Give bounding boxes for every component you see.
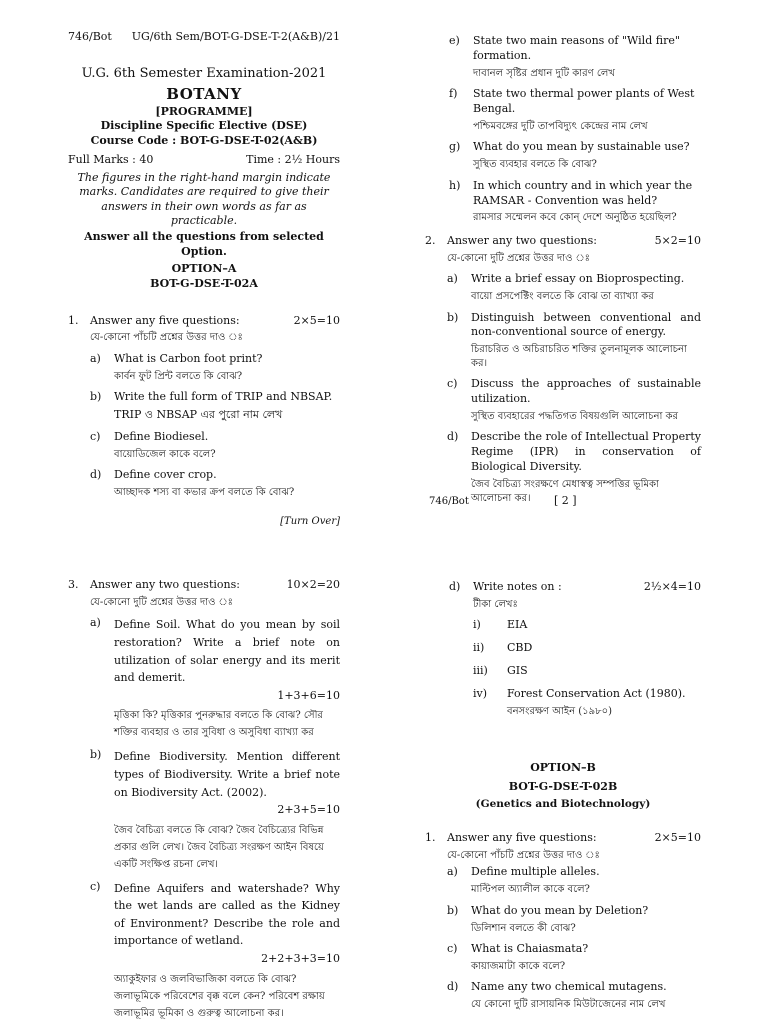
question-marks: 5×2=10 <box>654 233 701 247</box>
sub-question: d) Define cover crop. আচ্ছাদক শস্য বা কভার ক্রপ বলতে কি বোঝ? <box>90 468 295 499</box>
time-allowed: Time : 2½ Hours <box>246 153 340 167</box>
sub-question: h) In which country and in which year the RAMSAR - Convention was held? রামসার সম্মেলন কবে কোন্ দেশে অনুষ্ঠিত হয়েছিল? <box>449 178 693 224</box>
answer-all-note: Answer all the questions from selected Option. <box>84 230 324 259</box>
page1 <box>68 30 340 528</box>
sub-question: f) State two thermal power plants of West Bengal. পশ্চিমবঙ্গের দুটি তাপবিদ্যুৎ কেন্দ্রের নাম লেখ <box>449 87 695 132</box>
sub-question: g) What do you mean by sustainable use? সুস্থিত ব্যবহার বলতে কি বোঝ? <box>449 140 690 171</box>
question-marks: 10×2=20 <box>286 578 340 591</box>
note-item: i) EIA <box>473 618 528 632</box>
sub-question: d) Name any two chemical mutagens. যে কোনো দুটি রাসায়নিক মিউটাজেনের নাম লেখ <box>447 980 667 1011</box>
sub-question: c) What is Chaiasmata? কায়াজমাটা কাকে বলে? <box>447 942 589 972</box>
question-number: 2. <box>425 233 436 247</box>
option-b-heading: OPTION–B <box>530 761 596 775</box>
page4 <box>425 580 701 1019</box>
sub-question: c) Define Biodiesel. বায়োডিজেল কাকে বলে? <box>90 429 216 460</box>
question-text: Answer any two questions: <box>90 578 240 591</box>
option-a-code: BOT-G-DSE-T-02A <box>150 276 258 290</box>
question-marks: 2×5=10 <box>654 831 701 845</box>
paper-code: 746/Bot <box>68 30 112 43</box>
sub-question: a) Write a brief essay on Bioprospecting. বায়ো প্রসপেক্টিং বলতে কি বোঝ তা ব্যাখ্যা কর <box>447 272 685 303</box>
page3 <box>68 578 340 1029</box>
option-a-heading: OPTION–A <box>171 261 237 275</box>
question-2 <box>425 234 701 512</box>
exam-title: U.G. 6th Semester Examination-2021 <box>81 65 327 81</box>
sub-question: e) State two main reasons of "Wild fire" formation. দাবানল সৃষ্টির প্রধান দুটি কারণ লেখ <box>449 34 680 79</box>
instructions: The figures in the right-hand margin indicate marks. Candidates are required to give their answers in their own words as far as practicable. <box>77 171 331 227</box>
question-number: 3. <box>68 578 79 591</box>
sub-question: a) What is Carbon foot print? কার্বন ফুট প্রিন্ট বলতে কি বোঝ? <box>90 351 263 382</box>
page2-footer <box>429 494 701 509</box>
sub-question: b) Distinguish between conventional and non-conventional source of energy. চিরাচরিত ও অচিরাচরিত শক্তির তুলনামূলক আলোচনা কর। <box>447 310 701 369</box>
page-number: [ 2 ] <box>554 494 577 507</box>
question-bengali: যে-কোনো পাঁচটি প্রশ্নের উত্তর দাও ঃ <box>90 332 243 344</box>
option-b-code: BOT-G-DSE-T-02B <box>508 780 618 794</box>
sub-question: b) Define Biodiversity. Mention different types of Biodiversity. Write a brief note on Biodiversity Act. (2002). 2+3+5=10 জৈব বৈচিত্র্য বলতে কি বোঝ? জৈব বৈচিত্র্যের বিভিন্ন প্রকার গুলি লেখ। জৈব বৈচিত্র্য সংরক্ষণ আইন বিষয়ে একটি সংক্ষিপ্ত রচনা লেখ। <box>90 748 340 870</box>
sub-question: c) Discuss the approaches of sustainable utilization. সুস্থিত ব্যবহারের পদ্ধতিগত বিষয়গুলি আলোচনা কর <box>447 377 701 422</box>
sub-question: b) What do you mean by Deletion? ডিলিশান বলতে কী বোঝ? <box>447 903 649 934</box>
sub-question: a) Define multiple alleles. মাল্টিপল অ্যালীল কাকে বলে? <box>447 865 600 896</box>
question-bengali: যে-কোনো দুটি প্রশ্নের উত্তর দাও ঃ <box>90 596 234 608</box>
turn-over: [Turn Over] <box>280 515 340 527</box>
paper-code: 746/Bot <box>429 496 469 507</box>
full-marks: Full Marks : 40 <box>68 153 154 167</box>
note-item: iii) GIS <box>473 664 528 678</box>
elective-label: Discipline Specific Elective (DSE) <box>100 119 308 133</box>
page1-header <box>68 30 340 45</box>
programme-label: [PROGRAMME] <box>155 104 253 118</box>
sub-question: b) Write the full form of TRIP and NBSAP. TRIP ও NBSAP এর পুরো নাম লেখ <box>90 390 333 422</box>
sub-question: c) Define Aquifers and watershade? Why the wet lands are called as the Kidney of Environment? Describe the role and importance of wetland. 2+2+3+3=10 অ্যাকুইফার ও জলবিভাজিকা বলতে কি বোঝ? জলাভূমিকে পরিবেশের বৃক্ক বলে কেন? পরিবেশ রক্ষায় জলাভূমির ভূমিকা ও গুরুত্ব আলোচনা কর। <box>90 879 340 1019</box>
sub-question: a) Define Soil. What do you mean by soil restoration? Write a brief note on utilization of solar energy and its merit and demerit. 1+3+6=10 মৃত্তিকা কি? মৃত্তিকার পুনরুদ্ধার বলতে কি বোঝ? সৌর শক্তির ব্যবহার ও তার সুবিধা ও অসুবিধা ব্যাখ্যা কর <box>90 616 340 739</box>
page2 <box>425 34 701 512</box>
option-b-question-1 <box>425 831 701 1019</box>
question-marks: 2×5=10 <box>293 313 340 327</box>
note-item: ii) CBD <box>473 641 533 655</box>
sub-question: d) Write notes on : 2½×4=10 টীকা লেখঃ i) EIA ii) CBD iii) GIS iv) Forest Conservation Act (1980). বনসংরক্ষণ আইন (১৯৮০) <box>449 580 701 725</box>
note-item: iv) Forest Conservation Act (1980). বনসংরক্ষণ আইন (১৯৮০) <box>473 686 686 717</box>
question-bengali: যে-কোনো পাঁচটি প্রশ্নের উত্তর দাও ঃ <box>447 849 600 861</box>
question-bengali: যে-কোনো দুটি প্রশ্নের উত্তর দাও ঃ <box>447 252 591 264</box>
marks-time-row <box>68 153 340 168</box>
question-number: 1. <box>425 831 436 845</box>
subject-title: BOTANY <box>166 85 242 104</box>
question-number: 1. <box>68 313 79 327</box>
question-text: Answer any five questions: <box>90 313 240 327</box>
course-reference: UG/6th Sem/BOT-G-DSE-T-2(A&B)/21 <box>131 30 340 43</box>
option-b-subtitle: (Genetics and Biotechnology) <box>475 797 651 810</box>
course-code: Course Code : BOT-G-DSE-T-02(A&B) <box>90 134 318 148</box>
sub-question: d) Describe the role of Intellectual Property Regime (IPR) in conservation of Biological Diversity. জৈব বৈচিত্র্য সংরক্ষণে মেধাস্বত্ব সম্পত্তির ভূমিকা আলোচনা কর। <box>447 430 701 504</box>
question-1 <box>68 314 340 507</box>
question-text: Answer any five questions: <box>447 831 597 845</box>
question-3 <box>68 578 340 1029</box>
question-text: Answer any two questions: <box>447 233 597 247</box>
